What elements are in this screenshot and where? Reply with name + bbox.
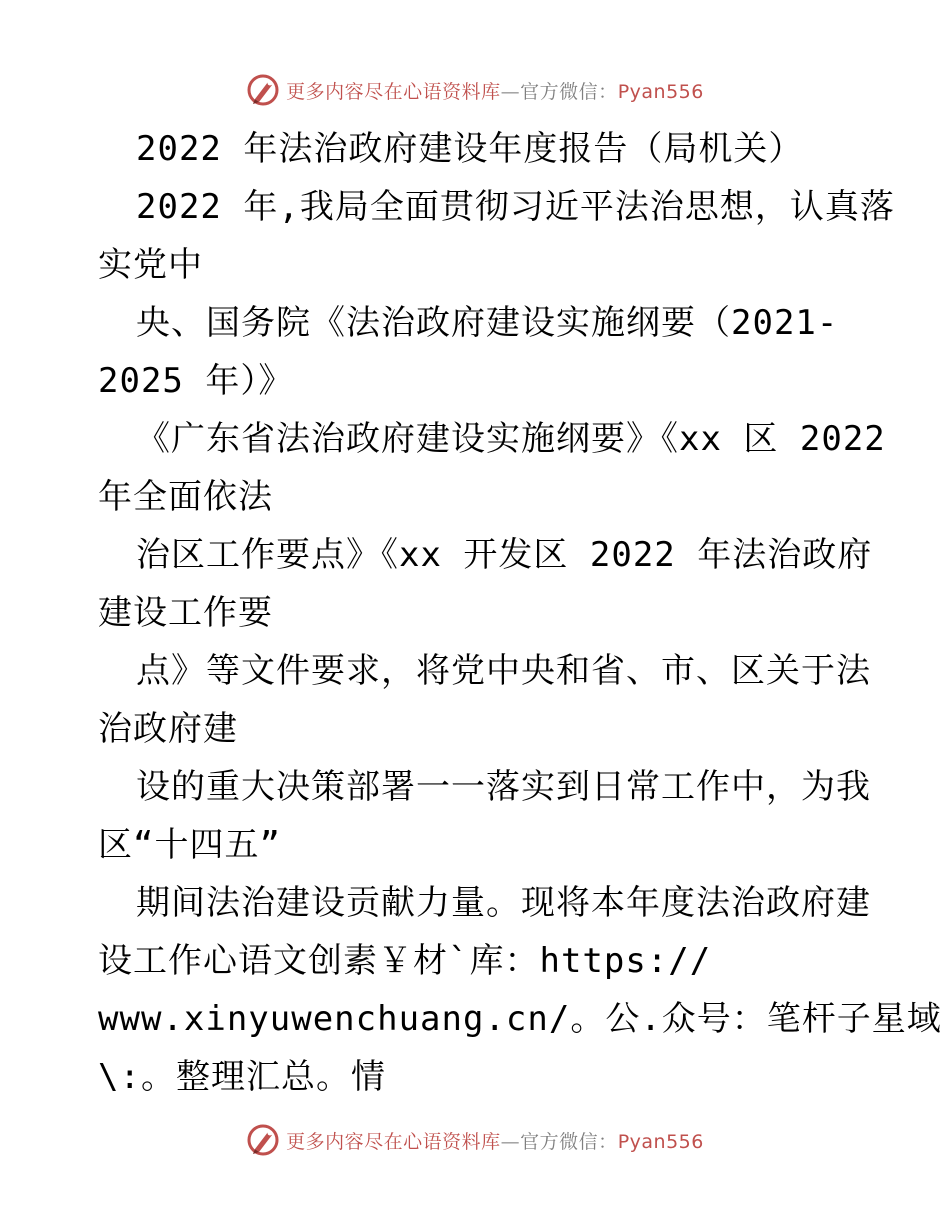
paragraph-line: 2025 年）》 [98,361,294,401]
paragraph-line: www.xinyuwenchuang.cn/。公.众号：笔杆子星域 [98,999,942,1039]
watermark-text [286,77,704,104]
document-body [98,120,942,1106]
paragraph-line: 治政府建 [98,709,238,749]
watermark-text [286,1127,704,1154]
paragraph-line: 期间法治建设贡献力量。现将本年度法治政府建 [136,883,871,923]
paragraph-line: 设工作心语文创素￥材`库：https:// [98,941,712,981]
watermark-contact-label: 官方微信： [520,1130,618,1153]
pen-logo-icon [246,73,280,107]
paragraph-line: 治区工作要点》《xx 开发区 2022 年法治政府 [136,535,873,575]
pen-logo-icon [246,1123,280,1157]
watermark-contact-label: 官方微信： [520,80,618,103]
footer-watermark [0,1120,950,1160]
document-title: 2022 年法治政府建设年度报告（局机关） [136,129,804,169]
watermark-brand: 更多内容尽在心语资料库 [286,80,501,103]
header-watermark-content [246,73,704,107]
header-watermark [0,70,950,110]
watermark-brand: 更多内容尽在心语资料库 [286,1130,501,1153]
paragraph-line: 点》等文件要求，将党中央和省、市、区关于法 [136,651,871,691]
watermark-contact-id: Pyan556 [617,80,704,103]
paragraph-line: 央、国务院《法治政府建设实施纲要（2021- [136,303,839,343]
paragraph-line: 年全面依法 [98,477,273,517]
paragraph-line: 建设工作要 [98,593,273,633]
footer-watermark-content [246,1123,704,1157]
paragraph-line: 实党中 [98,245,203,285]
watermark-separator: — [500,1130,521,1153]
watermark-contact-id: Pyan556 [617,1130,704,1153]
paragraph-line: 2022 年,我局全面贯彻习近平法治思想，认真落 [136,187,895,227]
paragraph-line: \:。整理汇总。情 [98,1057,386,1097]
paragraph-line: 设的重大决策部署一一落实到日常工作中，为我 [136,767,871,807]
paragraph-line: 《广东省法治政府建设实施纲要》《xx 区 2022 [136,419,886,459]
paragraph-line: 区“十四五” [98,825,281,865]
watermark-separator: — [500,80,521,103]
